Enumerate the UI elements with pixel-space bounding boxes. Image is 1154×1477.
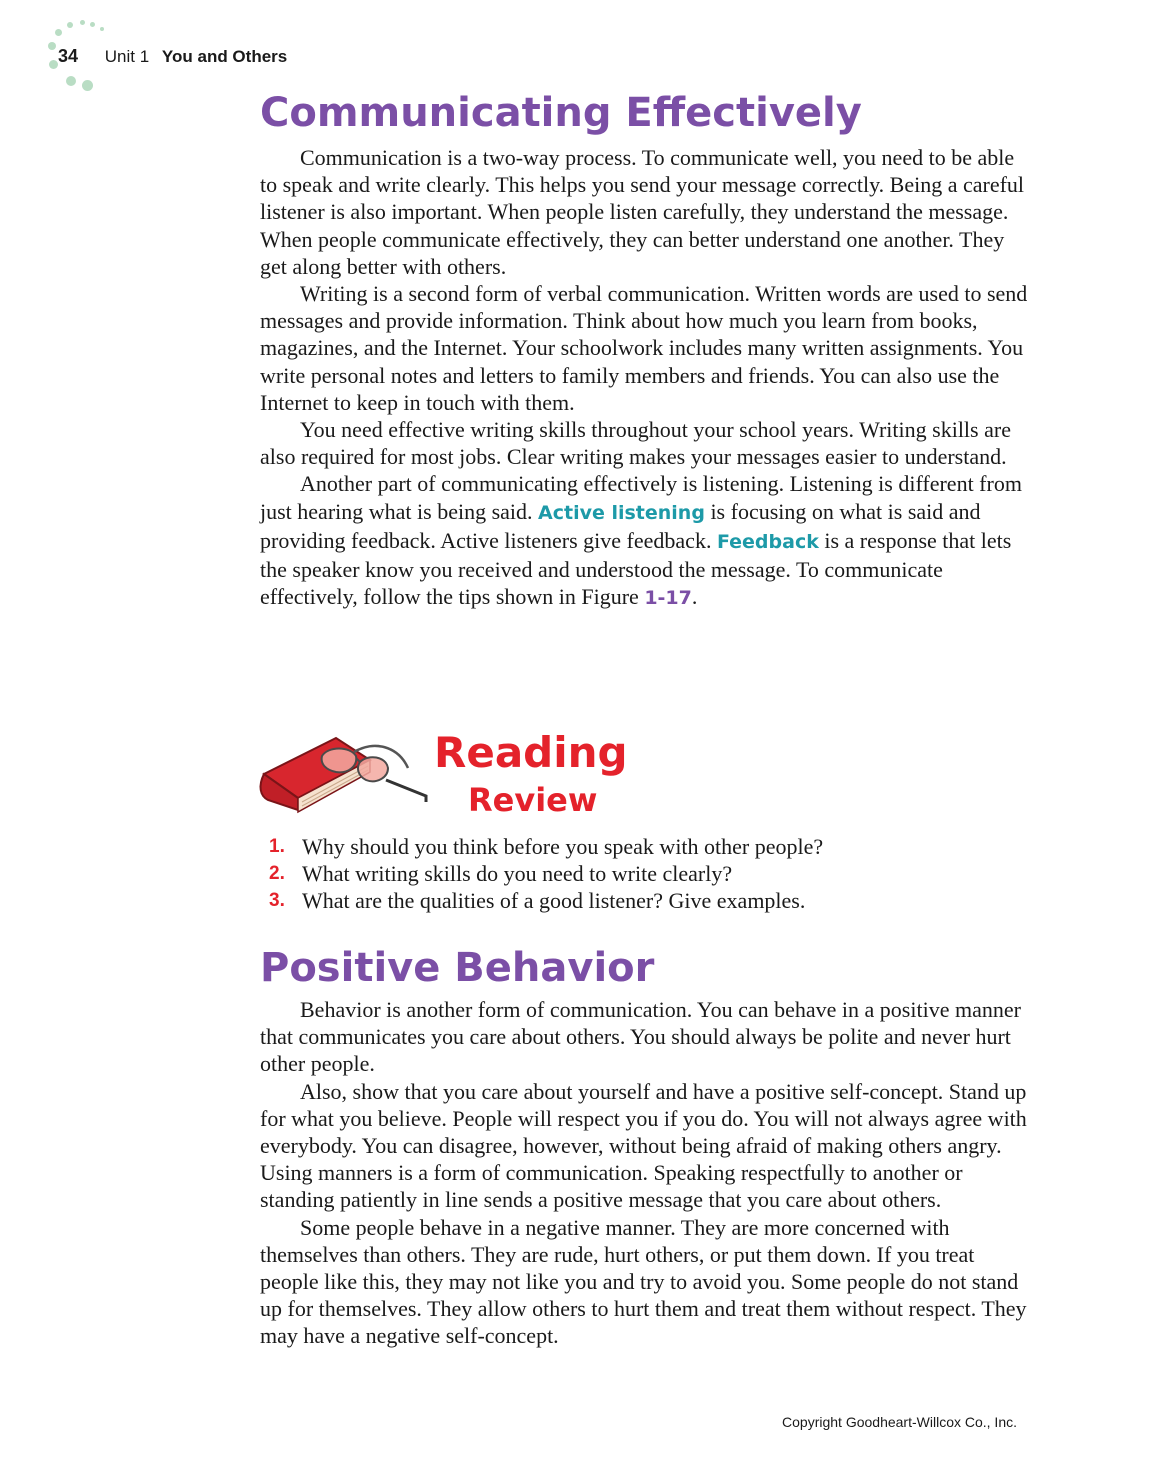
question-text: What are the qualities of a good listener? Give examples.: [302, 888, 806, 913]
figure-reference-link[interactable]: 1-17: [644, 587, 692, 610]
text-run: is focusing on what is said and providing feedback. Active listeners give feedback.: [260, 498, 981, 553]
question-number: 2.: [269, 863, 285, 884]
list-item: [260, 860, 1030, 887]
list-item: [260, 833, 1030, 860]
text-run: Another part of communicating effectively is listening. Listening is different from just hearing what is being said.: [260, 471, 1022, 524]
section-heading: Positive Behavior: [260, 945, 655, 991]
reading-review-questions: [260, 833, 1030, 914]
list-item: [260, 887, 1030, 914]
term-active-listening: Active listening: [538, 501, 705, 524]
question-number: 3.: [269, 890, 285, 911]
reading-review-title-line2: Review: [468, 781, 598, 819]
text-run: is a response that lets the speaker know you received and understood the message. To communicate effectively, follow the tips shown in Figure: [260, 527, 1012, 610]
unit-title: You and Others: [161, 47, 288, 66]
book-glasses-icon: [258, 726, 428, 826]
question-text: Why should you think before you speak with other people?: [302, 834, 824, 859]
paragraph: Writing is a second form of verbal communication. Written words are used to send messages and provide information. Think about how much you learn from books, magazines, and the Internet. Your schoolwork includes many written assignments. You write personal notes and letters to family members and friends. You can also use the Internet to keep in touch with them.: [260, 281, 1028, 415]
reading-review-banner: [258, 726, 678, 826]
question-number: 1.: [269, 836, 285, 857]
paragraph: You need effective writing skills throughout your school years. Writing skills are also required for most jobs. Clear writing makes your messages easier to understand.: [260, 417, 1011, 470]
running-head: [58, 46, 287, 67]
paragraph: Behavior is another form of communication. You can behave in a positive manner that communicates you care about others. You should always be polite and never hurt other people.: [260, 997, 1021, 1077]
section-communicating: [260, 88, 1030, 612]
copyright-footer: Copyright Goodheart-Willcox Co., Inc.: [782, 1414, 1017, 1430]
unit-label: Unit 1: [104, 47, 150, 66]
text-run: .: [691, 584, 698, 610]
page-number: 34: [58, 46, 79, 66]
paragraph: Also, show that you care about yourself and have a positive self-concept. Stand up for what you believe. People will respect you if you do. You will not always agree with everybody. You can disagree, however, without being afraid of making others angry. Using manners is a form of communication. Speaking respectfully to another or standing patiently in line sends a positive message that you care about others.: [260, 1078, 1027, 1213]
paragraph-listening: [260, 470, 1030, 612]
section-heading: Communicating Effectively: [260, 90, 862, 136]
term-feedback: Feedback: [716, 530, 819, 553]
paragraph: Communication is a two-way process. To communicate well, you need to be able to speak and write clearly. This helps you send your message correctly. Being a careful listener is also important. When people listen carefully, they understand the message. When people communicate effectively, they can better understand one another. They get along better with others.: [260, 145, 1025, 279]
paragraph: Some people behave in a negative manner. They are more concerned with themselves than others. They are rude, hurt others, or put them down. If you treat people like this, they may not like you and try to avoid you. Some people do not stand up for themselves. They allow others to hurt them and treat them without respect. They may have a negative self-concept.: [260, 1214, 1027, 1349]
section-positive-behavior: [260, 943, 1030, 1350]
reading-review-title-line1: Reading: [434, 728, 628, 777]
question-text: What writing skills do you need to write clearly?: [302, 861, 733, 886]
